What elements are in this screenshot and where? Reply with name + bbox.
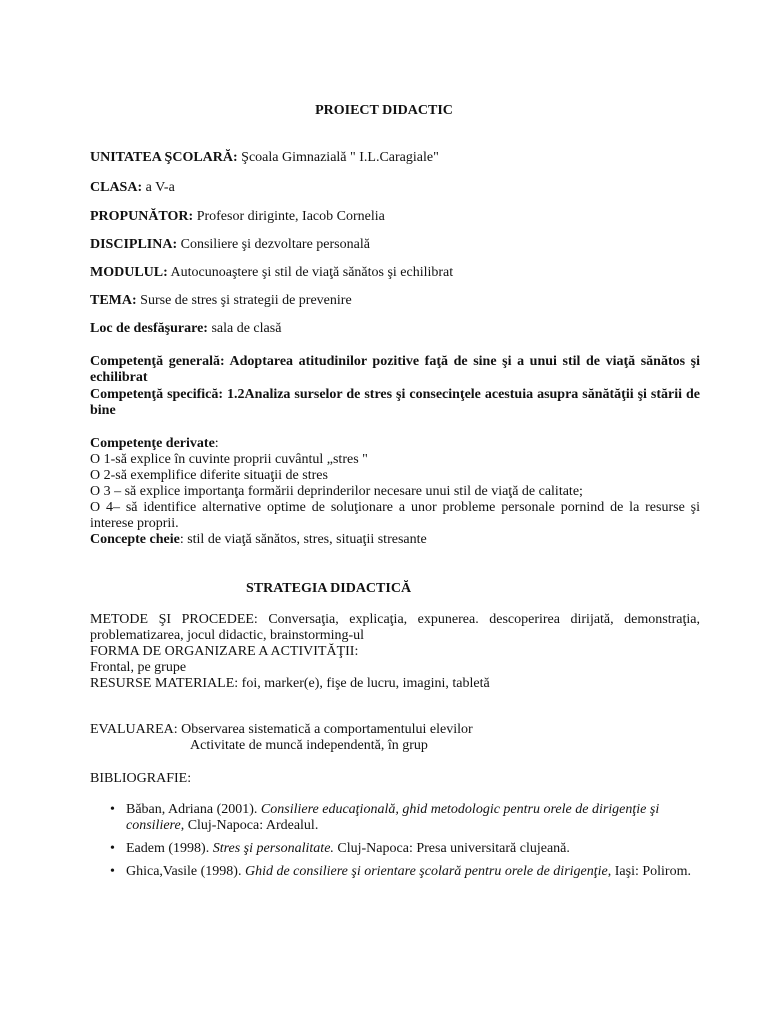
resurse-materiale: RESURSE MATERIALE: foi, marker(e), fişe de lucru, imagini, tabletă (90, 676, 490, 691)
bib-author: Băban, Adriana (2001). (126, 802, 261, 817)
list-item (110, 802, 700, 834)
field-label: Loc de desfăşurare: (90, 321, 208, 336)
field-label: CLASA: (90, 180, 143, 195)
field-value: Profesor diriginte, Iacob Cornelia (196, 209, 385, 224)
field-clasa (90, 180, 710, 196)
list-item (110, 864, 700, 880)
list-item: O 2-să exemplifice diferite situaţii de stres (90, 468, 328, 483)
competente-derivate-label: Competenţe derivate (90, 436, 215, 451)
field-value: Autocunoaştere şi stil de viaţă sănătos şi echilibrat (170, 265, 454, 280)
strategia-block (90, 612, 700, 692)
field-tema (90, 293, 710, 309)
competenta-specifica-text: 1.2Analiza surselor de stres şi consecinţele acestuia asupra sănătăţii şi stării de bine (90, 387, 701, 418)
concepte-cheie-text: : stil de viaţă sănătos, stres, situaţii stresante (179, 532, 427, 547)
list-item: O 4– să identifice alternative optime de soluţionare a unor probleme personale pornind de la resurse şi interese proprii. (90, 500, 700, 531)
concepte-cheie-label: Concepte cheie (90, 532, 180, 547)
competente-derivate-colon: : (214, 436, 219, 451)
field-label: PROPUNĂTOR: (90, 209, 194, 224)
bib-work: Consiliere educaţională, ghid metodologic pentru orele de dirigenţie şi consiliere (126, 802, 660, 833)
forma-organizare-value: Frontal, pe grupe (90, 660, 187, 675)
metode-procedee: METODE ŞI PROCEDEE: Conversaţia, explicaţia, expunerea. descoperirea dirijată, demonstraţia, problematizarea, jocul didactic, brainstorming-ul (90, 612, 700, 643)
document-title: PROIECT DIDACTIC (315, 103, 453, 118)
forma-organizare-label: FORMA DE ORGANIZARE A ACTIVITĂŢII: (90, 644, 359, 659)
strategia-title: STRATEGIA DIDACTICĂ (246, 581, 412, 596)
evaluarea-block (90, 722, 700, 754)
list-item (110, 841, 700, 857)
evaluarea-line1: EVALUAREA: Observarea sistematică a comportamentului elevilor (90, 722, 473, 737)
bib-work: Stres şi personalitate. (212, 841, 334, 856)
field-label: MODULUL: (90, 265, 168, 280)
bib-rest: Cluj-Napoca: Presa universitară clujeană. (333, 841, 570, 856)
bib-author: Eadem (1998). (126, 841, 213, 856)
field-disciplina (90, 237, 710, 253)
bib-rest: , Cluj-Napoca: Ardealul. (180, 818, 319, 833)
list-item: O 1-să explice în cuvinte proprii cuvântul „stres " (90, 452, 368, 467)
field-loc (90, 321, 710, 337)
field-label: TEMA: (90, 293, 137, 308)
field-label: DISCIPLINA: (90, 237, 178, 252)
competenta-generala-label: Competenţă generală: (90, 354, 225, 369)
field-value: sala de clasă (211, 321, 282, 336)
field-value: a V-a (145, 180, 175, 195)
competente-derivate-heading (90, 436, 700, 452)
competenta-generala (90, 354, 700, 386)
bibliografie-title: BIBLIOGRAFIE: (90, 771, 192, 786)
field-modulul (90, 265, 710, 281)
bullet-icon: • (110, 802, 115, 817)
bibliografie-list (110, 802, 700, 887)
field-value: Consiliere şi dezvoltare personală (180, 237, 370, 252)
field-label: UNITATEA ŞCOLARĂ: (90, 150, 238, 165)
field-value: Şcoala Gimnazială " I.L.Caragiale" (241, 150, 439, 165)
competenta-specifica (90, 387, 700, 419)
bullet-icon: • (110, 841, 115, 856)
competenta-specifica-label: Competenţă specifică: (90, 387, 224, 402)
competenta-generala-text: Adoptarea atitudinilor pozitive faţă de sine şi a unui stil de viaţă sănătos şi echilibrat (90, 354, 701, 385)
field-value: Surse de stres şi strategii de prevenire (140, 293, 352, 308)
list-item: O 3 – să explice importanţa formării deprinderilor necesare unui stil de viaţă de calitate; (90, 484, 583, 499)
bib-work: Ghid de consiliere şi orientare şcolară pentru orele de dirigenţie (244, 864, 608, 879)
bib-author: Ghica,Vasile (1998). (126, 864, 245, 879)
field-propunator (90, 209, 710, 225)
evaluarea-line2: Activitate de muncă independentă, în grup (190, 738, 428, 753)
bullet-icon: • (110, 864, 115, 879)
competente-derivate (90, 436, 700, 548)
field-unitatea (90, 150, 710, 166)
bib-rest: , Iaşi: Polirom. (607, 864, 691, 879)
concepte-cheie (90, 532, 700, 548)
